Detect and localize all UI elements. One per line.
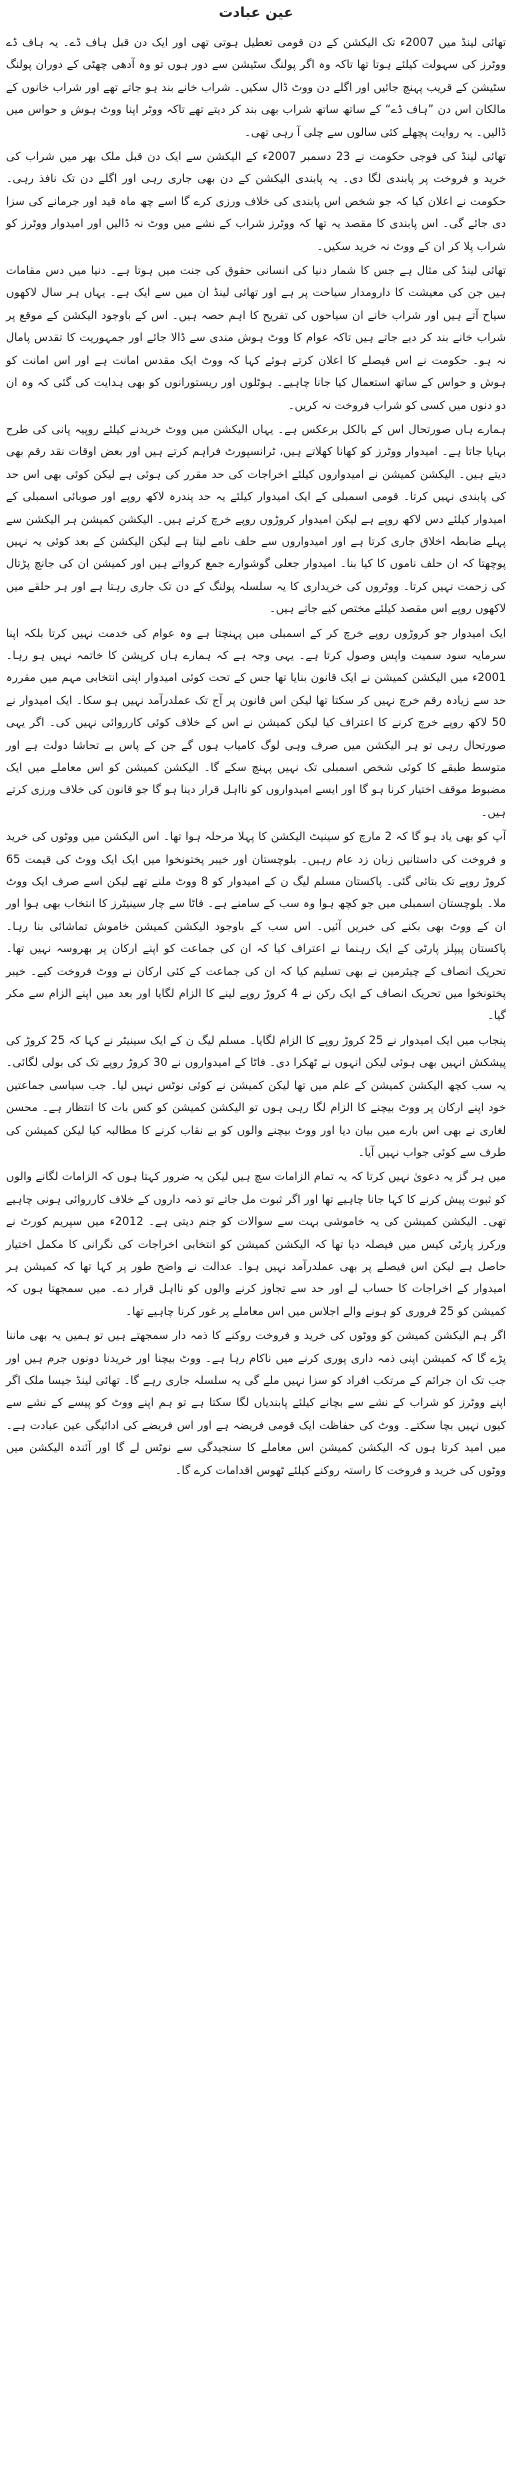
- article-title: عین عبادت: [218, 5, 294, 21]
- article-paragraph: آپ کو بھی یاد ہو گا کہ 2 مارچ کو سینیٹ الیکشن کا پہلا مرحلہ ہوا تھا۔ اس الیکشن میں ووٹوں کی خرید و فروخت کی داستانیں زبان زد عام رہیں۔ بلوچستان اور خیبر پختونخوا میں ایک ایک ووٹ کی قیمت 65 کروڑ روپے تک بتائی گئی۔ پاکستان مسلم لیگ ن کے امیدوار کو 8 ووٹ ملنے تھے لیکن اسے صرف ایک ووٹ ملا۔ بلوچستان اسمبلی میں جو کچھ ہوا وہ سب کے سامنے ہے۔ فاٹا سے چار سینیٹرز کا انتخاب بھی ہوا اور ان کے ووٹ بھی بکنے کی خبریں آئیں۔ اس سب کے باوجود الیکشن کمیشن خاموش تماشائی بنا رہا۔ پاکستان پیپلز پارٹی کے ایک رہنما نے اعتراف کیا کہ ان کی جماعت کو اپنے ارکان پر بھروسہ نہیں تھا۔ تحریک انصاف کے چیئرمین نے بھی تسلیم کیا کہ ان کی جماعت کے کئی ارکان نے ووٹ فروخت کیے۔ خیبر پختونخوا میں تحریک انصاف کے ایک رکن نے 4 کروڑ روپے لینے کا الزام لگایا اور بعد میں اپنے الزام سے مکر گیا۔: [6, 830, 506, 1023]
- article-paragraph: پنجاب میں ایک امیدوار نے 25 کروڑ روپے کا الزام لگایا۔ مسلم لیگ ن کے ایک سینیٹر نے کہا کہ 25 کروڑ کی پیشکش انہیں بھی ہوئی لیکن انہوں نے ٹھکرا دی۔ فاٹا کے امیدواروں نے 30 کروڑ روپے تک کی بولی لگائی۔ یہ سب کچھ الیکشن کمیشن کے علم میں تھا لیکن کمیشن نے کوئی نوٹس نہیں لیا۔ جب سیاسی جماعتیں خود اپنے ارکان پر ووٹ بیچنے کا الزام لگا رہی ہوں تو الیکشن کمیشن کو کس بات کا انتظار ہے۔ محسن لغاری نے بھی اس بارے میں بیان دیا اور ووٹ بیچنے والوں کو بے نقاب کرنے کا مطالبہ کیا لیکن کمیشن کی طرف سے کوئی جواب نہیں آیا۔: [6, 1033, 507, 1159]
- article-body: [6, 32, 506, 1482]
- article-paragraph: اگر ہم الیکشن کمیشن کو ووٹوں کی خرید و فروخت روکنے کا ذمہ دار سمجھتے ہیں تو ہمیں یہ بھی ماننا پڑے گا کہ کمیشن اپنی ذمہ داری پوری کرنے میں ناکام رہا ہے۔ ووٹ بیچنا اور خریدنا دونوں جرم ہیں اور جب تک ان جرائم کے مرتکب افراد کو سزا نہیں ملے گی یہ سلسلہ جاری رہے گا۔ تھائی لینڈ جیسا ملک اگر اپنے ووٹرز کو شراب کے نشے سے بچانے کیلئے پابندیاں لگا سکتا ہے تو ہم اپنے ووٹ کو پیسے کے نشے سے کیوں نہیں بچا سکتے۔ ووٹ کی حفاظت ایک قومی فریضہ ہے اور اس فریضے کی ادائیگی عین عبادت ہے۔ میں امید کرتا ہوں کہ الیکشن کمیشن اس معاملے کا سنجیدگی سے نوٹس لے گا اور آئندہ الیکشن میں ووٹوں کی خرید و فروخت کا راستہ روکنے کیلئے ٹھوس اقدامات کرے گا۔: [6, 1329, 506, 1477]
- article-paragraph: تھائی لینڈ میں 2007ء تک الیکشن کے دن قومی تعطیل ہوتی تھی اور ایک دن قبل ہاف ڈے۔ یہ ہاف ڈے ووٹرز کی سہولت کیلئے ہوتا تھا تاکہ وہ اگر پولنگ سٹیشن سے دور ہوں تو وہ آدھی چھٹی کے دوران پولنگ سٹیشن کے قریب پہنچ جائیں اور اگلے دن ووٹ ڈال سکیں۔ شراب خانے بند ہو جاتے تھے اور شراب خانوں کے مالکان اس دن ”ہاف ڈے“ کے ساتھ ساتھ شراب بھی بند کر دیتے تھے تاکہ ووٹر اپنا ووٹ ہوش و حواس میں ڈالیں۔ یہ روایت پچھلے کئی سالوں سے چلی آ رہی تھی۔: [6, 36, 506, 139]
- article-paragraph: ایک امیدوار جو کروڑوں روپے خرچ کر کے اسمبلی میں پہنچتا ہے وہ عوام کی خدمت نہیں کرتا بلکہ اپنا سرمایہ سود سمیت واپس وصول کرتا ہے۔ یہی وجہ ہے کہ ہمارے ہاں کرپشن کا خاتمہ نہیں ہو رہا۔ 2001ء میں الیکشن کمیشن نے ایک قانون بنایا تھا جس کے تحت کوئی امیدوار اپنی انتخابی مہم میں مقررہ حد سے زیادہ رقم خرچ نہیں کر سکتا تھا لیکن اس قانون پر آج تک عملدرآمد نہیں ہو سکا۔ ایک امیدوار نے 50 لاکھ روپے خرچ کرنے کا اعتراف کیا لیکن کمیشن نے اس کے خلاف کوئی کارروائی نہیں کی۔ اگر یہی صورتحال رہی تو ہر الیکشن میں صرف وہی لوگ کامیاب ہوں گے جن کے پاس بے تحاشا دولت ہے اور متوسط طبقے کا کوئی شخص اسمبلی تک نہیں پہنچ سکے گا۔ الیکشن کمیشن کو اس معاملے میں ایک مضبوط موقف اختیار کرنا ہو گا اور ایسے امیدواروں کو نااہل قرار دینا ہو گا جو قانون کی خلاف ورزی کرتے ہیں۔: [6, 626, 506, 819]
- article-paragraph: میں ہر گز یہ دعویٰ نہیں کرتا کہ یہ تمام الزامات سچ ہیں لیکن یہ ضرور کہتا ہوں کہ الزامات لگانے والوں کو ثبوت پیش کرنے کا کہا جانا چاہیے تھا اور اگر ثبوت مل جاتے تو ذمہ داروں کے خلاف کارروائی ہونی چاہیے تھی۔ الیکشن کمیشن کی یہ خاموشی بہت سے سوالات کو جنم دیتی ہے۔ 2012ء میں سپریم کورٹ نے ورکرز پارٹی کیس میں فیصلہ دیا تھا کہ الیکشن کمیشن کو انتخابی اخراجات کی نگرانی کا مکمل اختیار حاصل ہے لیکن اس فیصلے پر بھی عملدرآمد نہیں ہوا۔ عدالت نے واضح طور پر کہا تھا کہ کمیشن ہر امیدوار کے اخراجات کا حساب لے اور حد سے تجاوز کرنے والوں کو نااہل قرار دے۔ میں سمجھتا ہوں کہ کمیشن کو 25 فروری کو ہونے والے اجلاس میں اس معاملے پر غور کرنا چاہیے تھا۔: [6, 1170, 506, 1318]
- article-paragraph: تھائی لینڈ کی فوجی حکومت نے 23 دسمبر 2007ء کے الیکشن سے ایک دن قبل ملک بھر میں شراب کی خرید و فروخت پر پابندی لگا دی۔ یہ پابندی الیکشن کے دن بھی جاری رہی اور اگلے دن تک نافذ رہی۔ حکومت نے اعلان کیا کہ جو شخص اس پابندی کی خلاف ورزی کرے گا اسے چھ ماہ قید اور جرمانے کی سزا دی جائے گی۔ اس پابندی کا مقصد یہ تھا کہ ووٹرز شراب کے نشے میں ووٹ نہ ڈالیں اور امیدوار ووٹرز کو شراب پلا کر ان کے ووٹ نہ خرید سکیں۔: [6, 150, 506, 253]
- article-paragraph: تھائی لینڈ کی مثال ہے جس کا شمار دنیا کی انسانی حقوق کی جنت میں ہوتا ہے۔ دنیا میں دس مقامات ہیں جن کی معیشت کا دارومدار سیاحت پر ہے اور تھائی لینڈ ان میں سے ایک ہے۔ یہاں ہر سال لاکھوں سیاح آتے ہیں اور شراب خانے ان سیاحوں کی تفریح کا اہم حصہ ہیں۔ اس کے باوجود الیکشن کے موقع پر شراب خانے بند کر دیے جاتے ہیں تاکہ عوام کا ووٹ ہوش مندی سے ڈالا جائے اور جمہوریت کا تقدس پامال نہ ہو۔ حکومت نے اس فیصلے کا اعلان کرتے ہوئے کہا کہ ووٹ ایک مقدس امانت ہے اور اس امانت کو ہوش و حواس کے ساتھ استعمال کیا جانا چاہیے۔ ہوٹلوں اور ریستورانوں کو بھی ہدایت کی گئی کہ وہ ان دو دنوں میں کسی کو شراب فروخت نہ کریں۔: [6, 264, 506, 412]
- article-paragraph: ہمارے ہاں صورتحال اس کے بالکل برعکس ہے۔ یہاں الیکشن میں ووٹ خریدنے کیلئے روپیہ پانی کی طرح بہایا جاتا ہے۔ امیدوار ووٹرز کو کھانا کھلاتے ہیں، ٹرانسپورٹ فراہم کرتے ہیں اور بعض اوقات نقد رقم بھی دیتے ہیں۔ الیکشن کمیشن نے امیدواروں کیلئے اخراجات کی حد مقرر کی ہوئی ہے لیکن کوئی بھی اس حد کی پابندی نہیں کرتا۔ قومی اسمبلی کے ایک امیدوار کیلئے یہ حد پندرہ لاکھ روپے اور صوبائی اسمبلی کے امیدوار کیلئے دس لاکھ روپے ہے لیکن امیدوار کروڑوں روپے خرچ کرتے ہیں۔ الیکشن کمیشن ہر الیکشن سے پہلے ضابطہ اخلاق جاری کرتا ہے اور امیدواروں سے حلف نامے لیتا ہے لیکن الیکشن کے بعد کوئی یہ نہیں پوچھتا کہ ان حلف ناموں کا کیا بنا۔ امیدوار جعلی گوشوارے جمع کرواتے ہیں اور کمیشن ان کی جانچ پڑتال کی زحمت نہیں کرتا۔ ووٹروں کی خریداری کا یہ سلسلہ پولنگ کے دن تک جاری رہتا ہے اور ہر حلقے میں لاکھوں روپے اس مقصد کیلئے مختص کیے جاتے ہیں۔: [6, 422, 506, 616]
